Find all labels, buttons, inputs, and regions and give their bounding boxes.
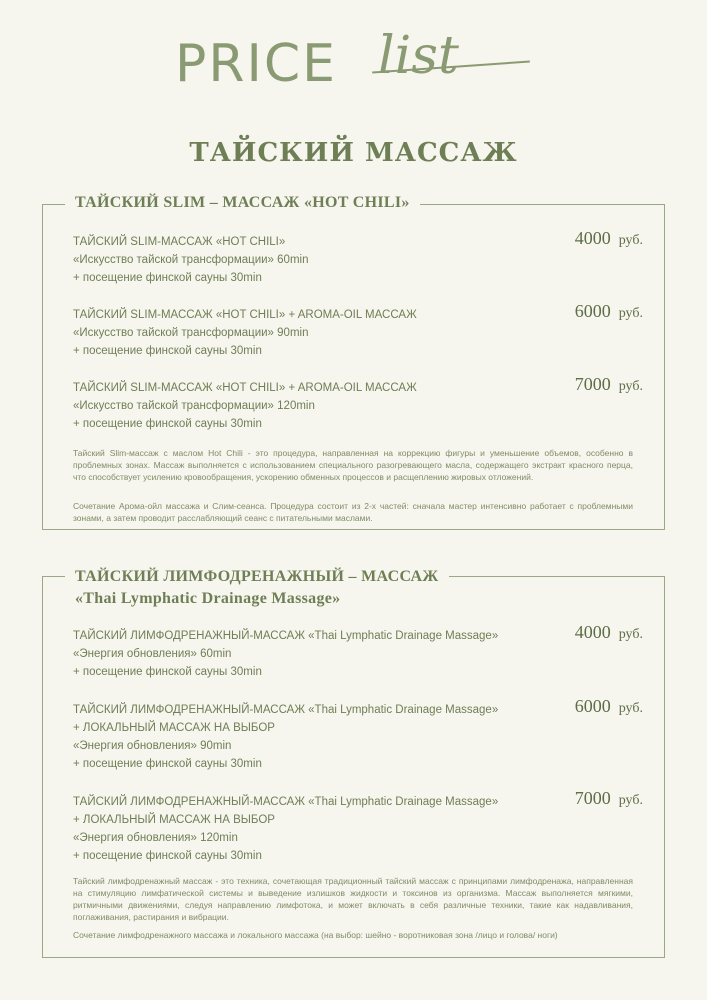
price-item <box>73 622 643 681</box>
item-name: ТАЙСКИЙ SLIM-МАССАЖ «HOT CHILI» <box>73 236 286 248</box>
price-item <box>73 696 643 773</box>
item-price: 6000 руб. <box>574 696 643 716</box>
section-lymphatic-massage <box>42 568 665 958</box>
price-item <box>73 788 643 865</box>
price-item <box>73 228 643 287</box>
page-header <box>0 0 707 190</box>
item-name: ТАЙСКИЙ SLIM-МАССАЖ «HOT CHILI» + AROMA-OIL МАССАЖ <box>73 309 417 321</box>
item-detail: + посещение финской сауны 30min <box>73 345 262 357</box>
price-word: PRICE <box>175 34 337 94</box>
price-item <box>73 301 643 360</box>
item-name: ТАЙСКИЙ SLIM-МАССАЖ «HOT CHILI» + AROMA-OIL МАССАЖ <box>73 382 417 394</box>
description: Сочетание Арома-ойл массажа и Слим-сеанса. Процедура состоит из 2-х частей: сначала мастер интенсивно работает с проблемными зонами, а затем проводит расслабляющий сеанс с питательными маслами. <box>73 501 633 523</box>
list-word: list <box>378 26 459 86</box>
section-slim-massage <box>42 194 665 530</box>
item-detail: «Энергия обновления» 120min <box>73 832 238 844</box>
item-detail: «Энергия обновления» 60min <box>73 648 232 660</box>
item-detail: + посещение финской сауны 30min <box>73 418 262 430</box>
description: Тайский Slim-массаж с маслом Hot Chili - это процедура, направленная на коррекцию фигуры и уменьшение объемов, особенно в проблемных зонах. Массаж выполняется с использованием специального разогревающего масла, содержащего экстракт красного перца, что способствует усилению кровообращения, ускорению обменных процессов и расщеплению жировых отложений. <box>73 448 633 482</box>
item-detail: + посещение финской сауны 30min <box>73 272 262 284</box>
section-title-line: «Thai Lymphatic Drainage Massage» <box>75 590 341 607</box>
item-detail: «Искусство тайской трансформации» 90min <box>73 327 309 339</box>
item-price: 4000 руб. <box>574 622 643 642</box>
item-price: 7000 руб. <box>574 788 643 808</box>
item-name: ТАЙСКИЙ ЛИМФОДРЕНАЖНЫЙ-МАССАЖ «Thai Lymphatic Drainage Massage» <box>73 630 499 642</box>
item-detail: + ЛОКАЛЬНЫЙ МАССАЖ НА ВЫБОР <box>73 814 275 826</box>
item-detail: «Энергия обновления» 90min <box>73 740 232 752</box>
item-name: ТАЙСКИЙ ЛИМФОДРЕНАЖНЫЙ-МАССАЖ «Thai Lymphatic Drainage Massage» <box>73 796 499 808</box>
section-title-line: ТАЙСКИЙ ЛИМФОДРЕНАЖНЫЙ – МАССАЖ <box>75 568 439 585</box>
page-title: ТАЙСКИЙ МАССАЖ <box>189 138 518 168</box>
item-detail: «Искусство тайской трансформации» 120min <box>73 400 315 412</box>
section-title <box>65 566 449 610</box>
item-detail: + посещение финской сауны 30min <box>73 666 262 678</box>
item-price: 7000 руб. <box>574 374 643 394</box>
description: Сочетание лимфодренажного массажа и локального массажа (на выбор: шейно - воротниковая зона /лицо и голова/ ноги) <box>73 930 558 940</box>
section-title: ТАЙСКИЙ SLIM – МАССАЖ «HOT CHILI» <box>65 194 420 212</box>
item-price: 4000 руб. <box>574 228 643 248</box>
item-price: 6000 руб. <box>574 301 643 321</box>
item-detail: + ЛОКАЛЬНЫЙ МАССАЖ НА ВЫБОР <box>73 722 275 734</box>
item-name: ТАЙСКИЙ ЛИМФОДРЕНАЖНЫЙ-МАССАЖ «Thai Lymphatic Drainage Massage» <box>73 704 499 716</box>
item-detail: + посещение финской сауны 30min <box>73 850 262 862</box>
price-item <box>73 374 643 433</box>
description: Тайский лимфодренажный массаж - это техника, сочетающая традиционный тайский массаж с принципами лимфодренажа, направленная на стимуляцию лимфатической системы и выведение излишков жидкости и токсинов из организма. Массаж выполняется мягкими, ритмичными движениями, следуя направлению лимфотока, и может включать в себя различные техники, такие как надавливания, поглаживания, растирания и вибрации. <box>73 876 633 922</box>
item-detail: + посещение финской сауны 30min <box>73 758 262 770</box>
item-detail: «Искусство тайской трансформации» 60min <box>73 254 309 266</box>
